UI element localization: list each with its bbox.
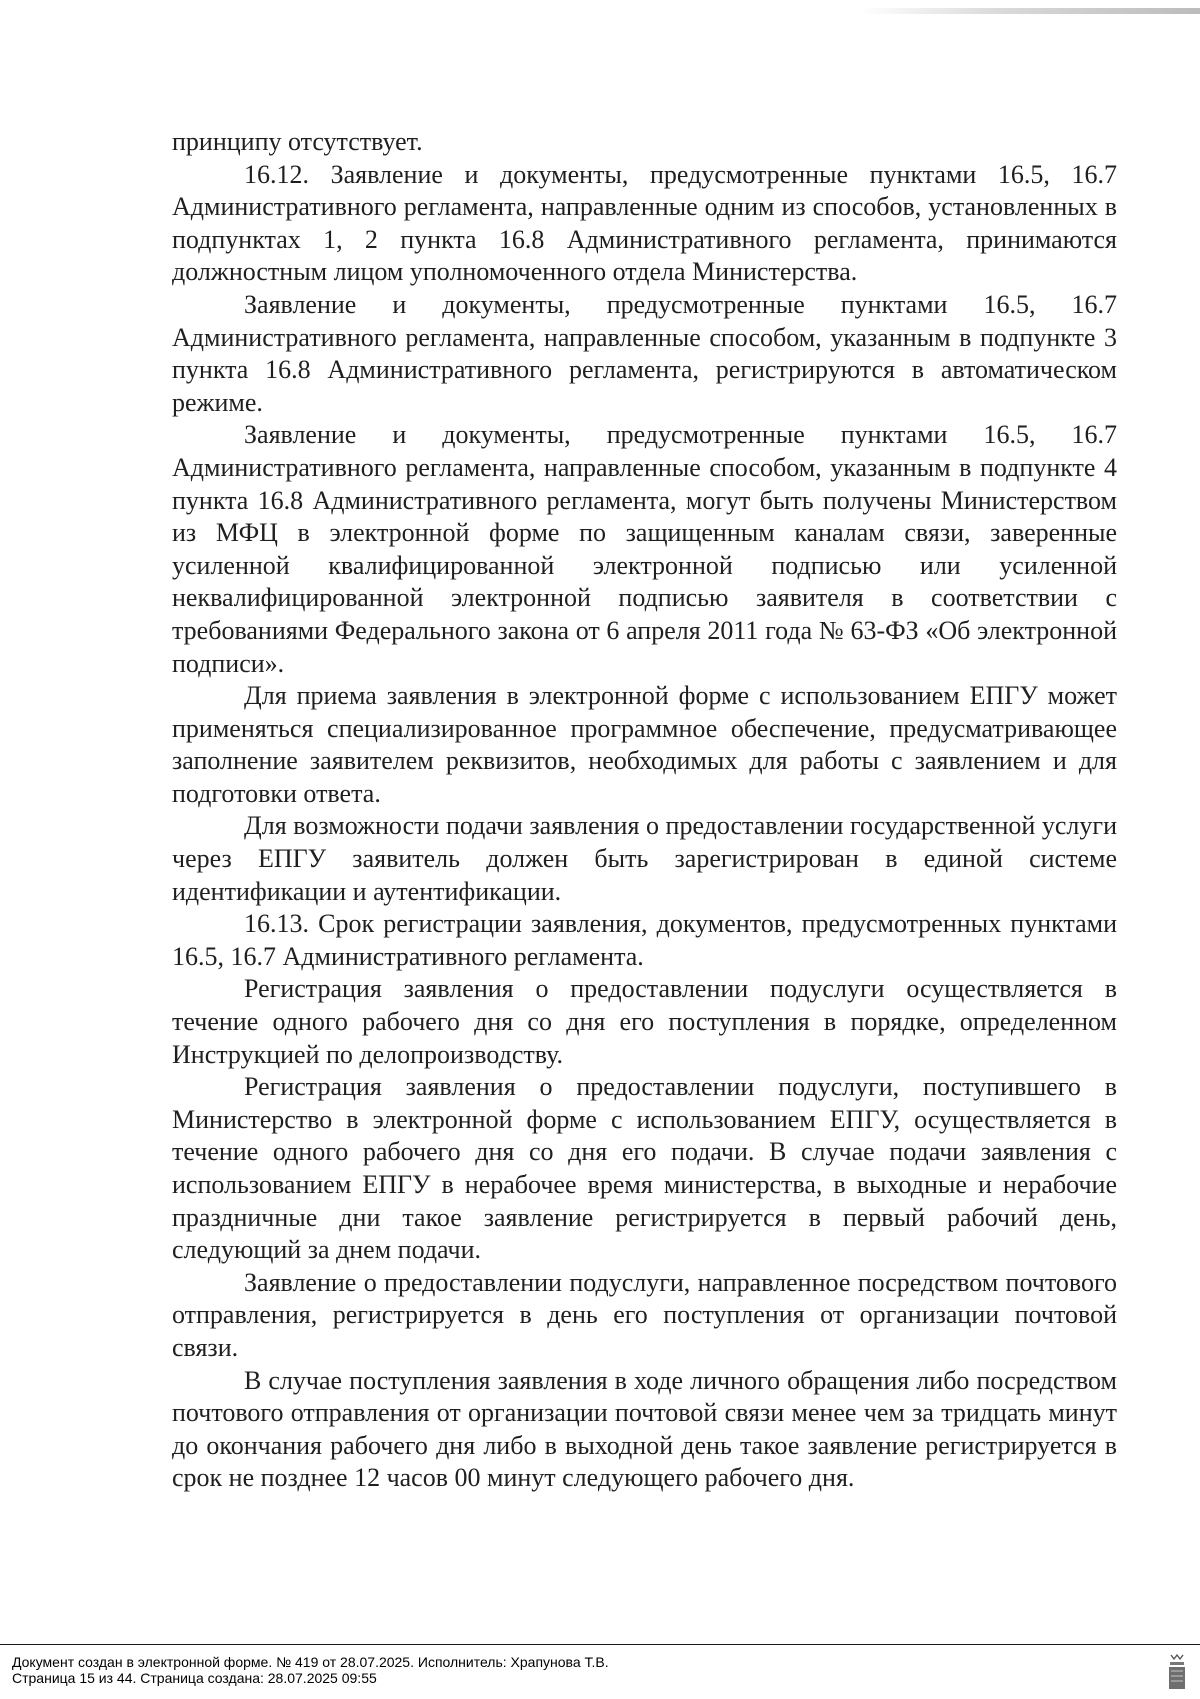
paragraph-16-13: 16.13. Срок регистрации заявления, документов, предусмотренных пунктами 16.5, 16.7 Административного регламента. [172, 909, 1117, 971]
paragraph-16-12: 16.12. Заявление и документы, предусмотренные пунктами 16.5, 16.7 Административного регламента, направленные одним из способов, установленных в подпунктах 1, 2 пункта 16.8 Административного регламента, принимаются должностным лицом уполномоченного отдела Министерства. [172, 159, 1117, 287]
scan-edge-shadow [860, 8, 1200, 14]
paragraph-mfc-receipt: Заявление и документы, предусмотренные пунктами 16.5, 16.7 Административного регламента, направленные способом, указанным в подпункте 4 пункта 16.8 Административного регламента, могут быть получены Министерством из МФЦ в электронной форме по защищенным каналам связи, заверенные усиленной квалифицированной электронной подписью или усиленной неквалифицированной электронной подписью заявителя в соответствии с требованиями Федерального закона от 6 апреля 2011 года № 63-ФЗ «Об электронной подписи». [172, 420, 1117, 678]
document-footer [0, 1644, 1200, 1699]
paragraph-postal-registration: Заявление о предоставлении подуслуги, направленное посредством почтового отправления, регистрируется в день его поступления от организации почтовой связи. [172, 1267, 1117, 1362]
paragraph-epgu-software: Для приема заявления в электронной форме с использованием ЕПГУ может применяться специализированное программное обеспечение, предусматривающее заполнение заявителем реквизитов, необходимых для работы с заявлением и для подготовки ответа. [172, 681, 1117, 808]
paragraph-continuation: принципу отсутствует. [172, 127, 423, 156]
paragraph-late-submission: В случае поступления заявления в ходе личного обращения либо посредством почтового отправления от организации почтовой связи менее чем за тридцать минут до окончания рабочего дня либо в выходной день такое заявление регистрируется в срок не позднее 12 часов 00 минут следующего рабочего дня. [172, 1365, 1117, 1493]
paragraph-registration-term: Регистрация заявления о предоставлении подуслуги осуществляется в течение одного рабочего дня со дня его поступления в порядке, определенном Инструкцией по делопроизводству. [172, 974, 1117, 1069]
paragraph-automatic-registration: Заявление и документы, предусмотренные пунктами 16.5, 16.7 Административного регламента, направленные способом, указанным в подпункте 3 пункта 16.8 Административного регламента, регистрируются в автоматическом режиме. [172, 289, 1117, 417]
paragraph-epgu-registration: Регистрация заявления о предоставлении подуслуги, поступившего в Министерство в электронной форме с использованием ЕПГУ, осуществляется в течение одного рабочего дня со дня его подачи. В случае подачи заявления с использованием ЕПГУ в нерабочее время министерства, в выходные и нерабочие праздничные дни такое заявление регистрируется в первый рабочий день, следующий за днем подачи. [172, 1072, 1117, 1265]
document-body [172, 126, 1117, 1495]
footer-page-info: Страница 15 из 44. Страница создана: 28.07.2025 09:55 [12, 1670, 377, 1686]
paragraph-esia-registration: Для возможности подачи заявления о предоставлении государственной услуги через ЕПГУ заявитель должен быть зарегистрирован в единой системе идентификации и аутентификации. [172, 811, 1117, 906]
document-stamp-icon [1167, 1653, 1187, 1691]
footer-document-info: Документ создан в электронной форме. № 419 от 28.07.2025. Исполнитель: Храпунова Т.В. [12, 1654, 609, 1670]
